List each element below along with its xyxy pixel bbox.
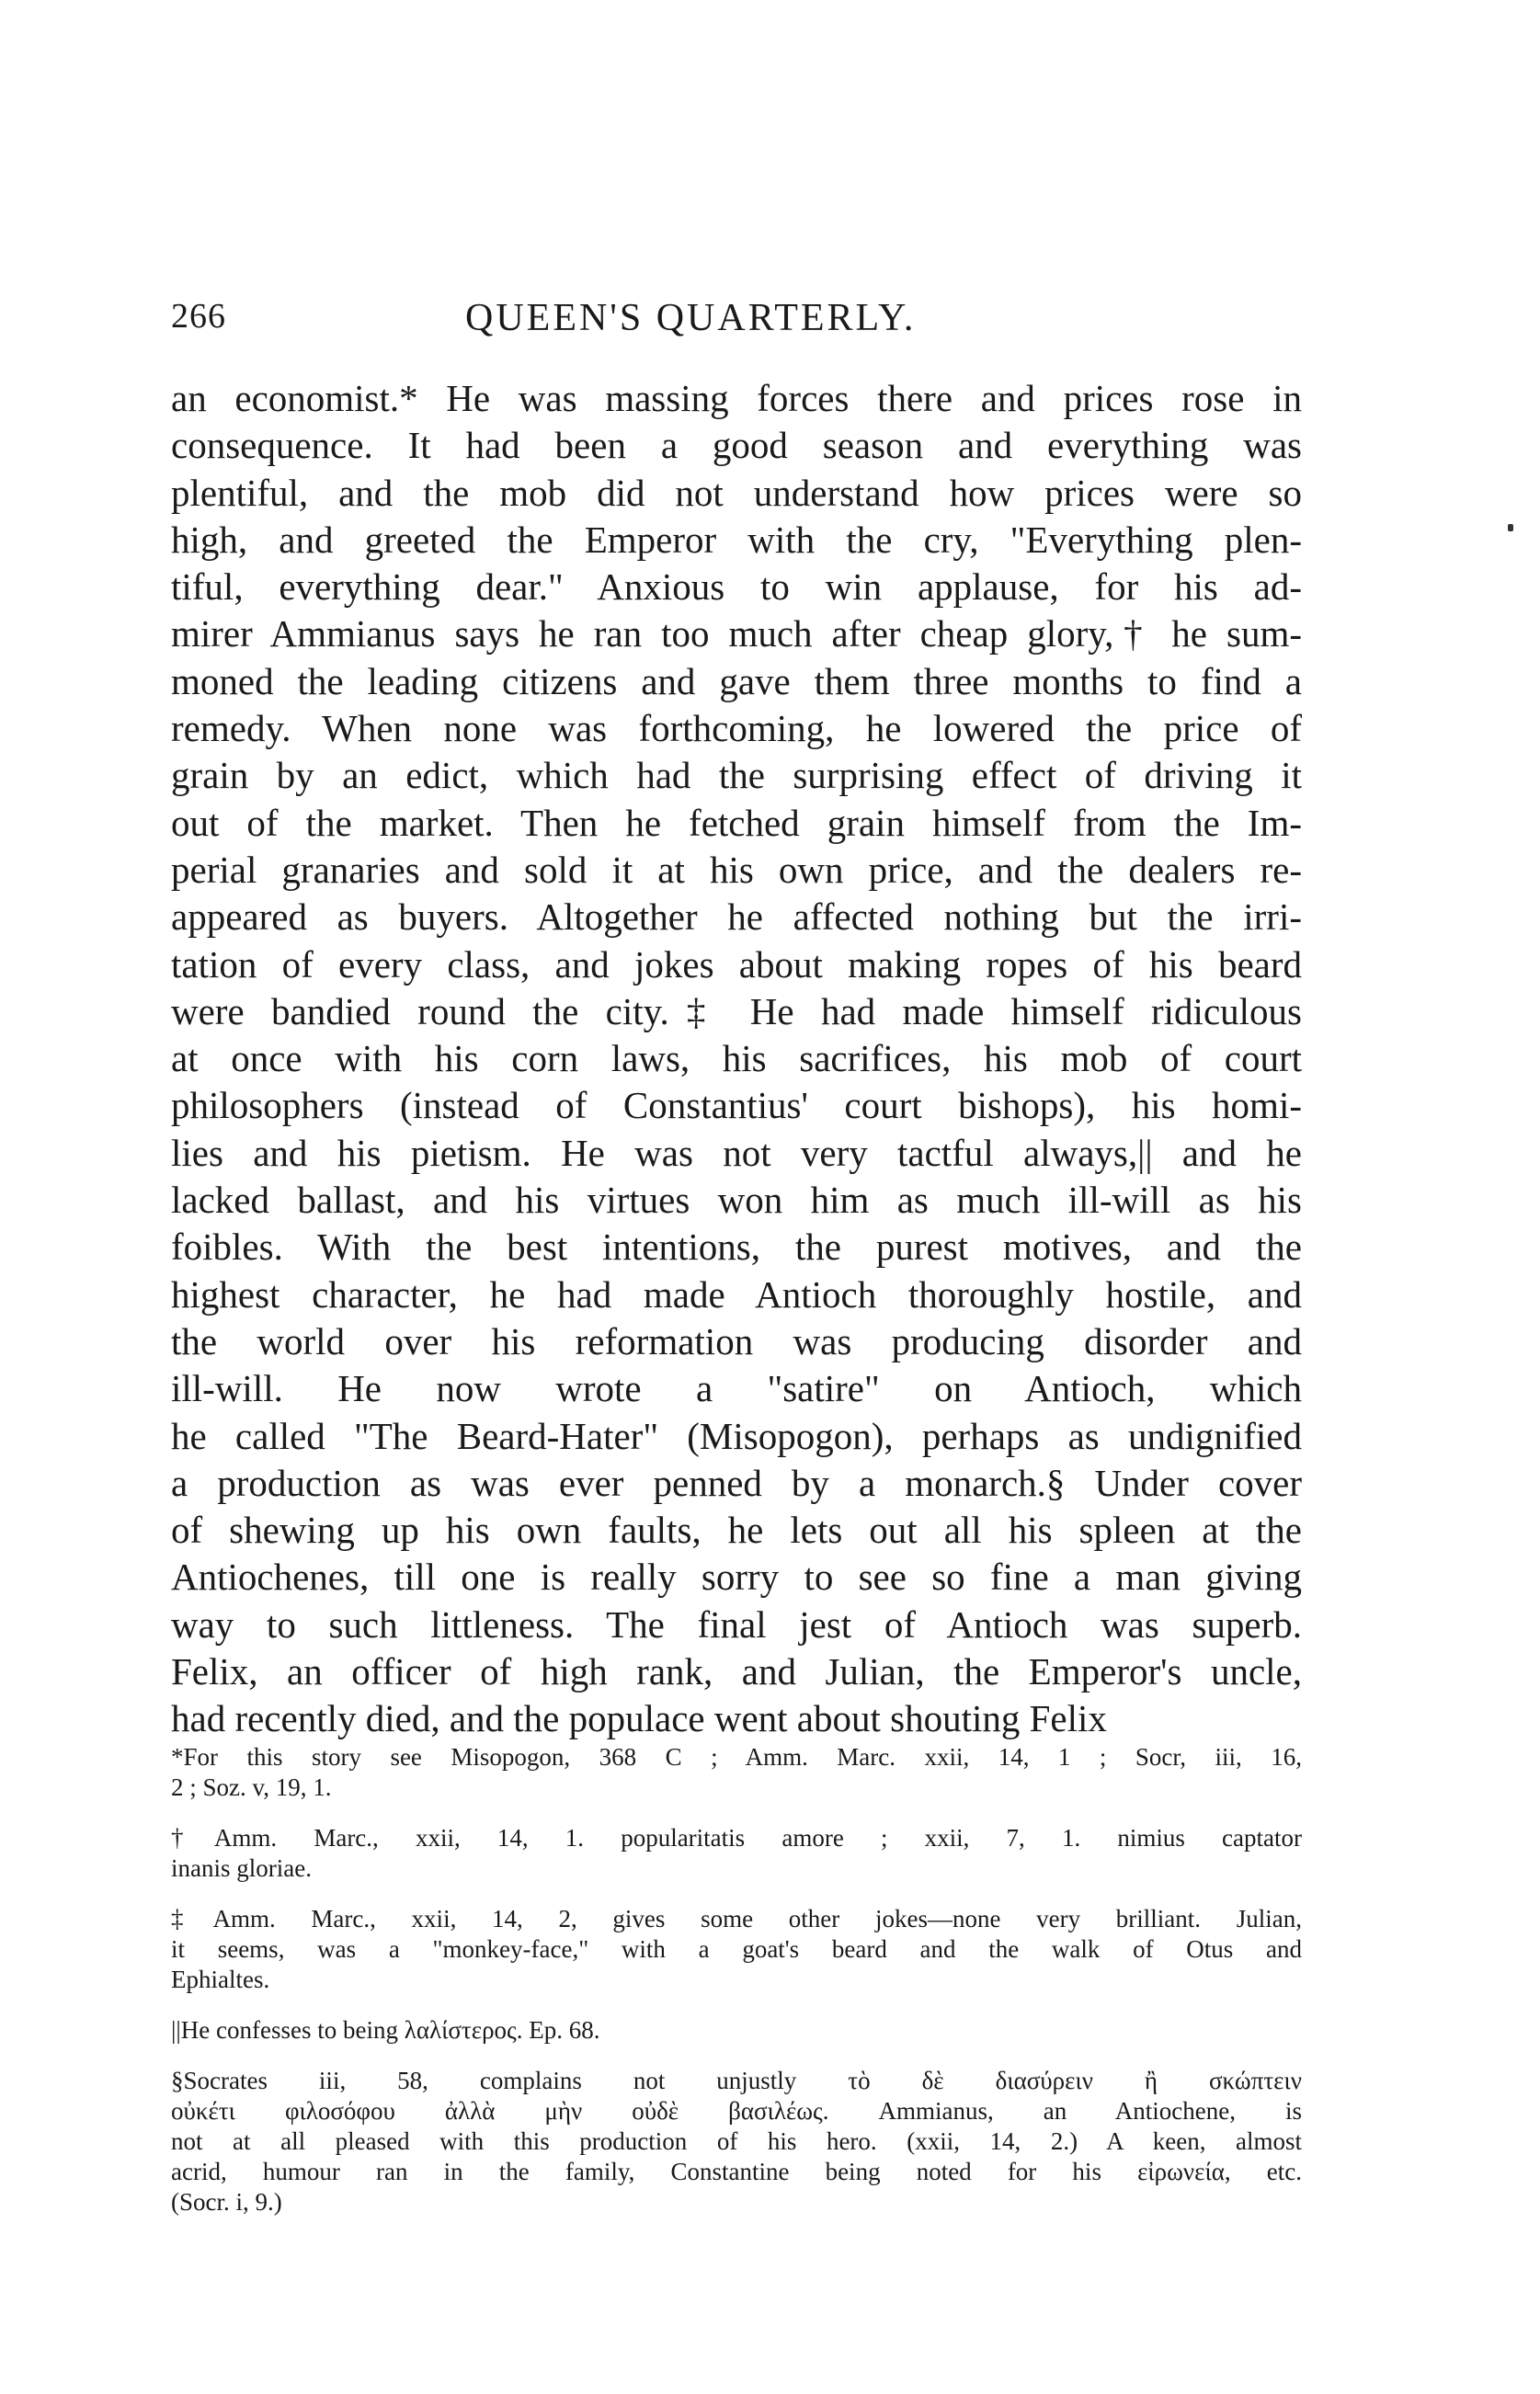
body-line: had recently died, and the populace went about shouting Felix bbox=[171, 1697, 1107, 1740]
footnote-gap bbox=[171, 1884, 1302, 1904]
body-line: remedy. When none was forthcoming, he lowered the price of bbox=[171, 707, 1302, 750]
footnote bbox=[171, 2015, 1302, 2046]
footnote-line: not at all pleased with this production of his hero. (xxii, 14, 2.) A keen, almost bbox=[171, 2127, 1302, 2155]
body-line: plentiful, and the mob did not understand how prices were so bbox=[171, 471, 1302, 514]
body-line: tiful, everything dear." Anxious to win applause, for his ad- bbox=[171, 565, 1302, 609]
body-line: an economist.* He was massing forces there and prices rose in bbox=[171, 377, 1302, 419]
body-line: he called "The Beard-Hater" (Misopogon), perhaps as undignified bbox=[171, 1414, 1302, 1457]
body-line: mirer Ammianus says he ran too much after cheap glory,† he sum- bbox=[171, 612, 1302, 656]
footnote-line: †Amm. Marc., xxii, 14, 1. popularitatis amore ; xxii, 7, 1. nimius captator bbox=[171, 1824, 1302, 1852]
footnote-gap bbox=[171, 1995, 1302, 2015]
body-line: foibles. With the best intentions, the purest motives, and the bbox=[171, 1226, 1302, 1269]
body-text bbox=[171, 375, 1302, 1743]
body-line: ill-will. He now wrote a "satire" on Antioch, which bbox=[171, 1367, 1302, 1410]
body-line: were bandied round the city.‡ He had made himself ridiculous bbox=[171, 989, 1302, 1032]
footnote bbox=[171, 1742, 1302, 1803]
footnote-gap bbox=[171, 1803, 1302, 1823]
footnote bbox=[171, 1823, 1302, 1884]
footnote-line: Ephialtes. bbox=[171, 1966, 270, 1993]
running-head: QUEEN'S QUARTERLY. bbox=[465, 297, 917, 339]
body-line: Felix, an officer of high rank, and Julian, the Emperor's uncle, bbox=[171, 1650, 1302, 1693]
footnote-gap bbox=[171, 2046, 1302, 2066]
body-line: philosophers (instead of Constantius' court bishops), his homi- bbox=[171, 1084, 1302, 1127]
body-line: out of the market. Then he fetched grain himself from the Im- bbox=[171, 801, 1302, 844]
page-header bbox=[171, 296, 1302, 340]
page-number: 266 bbox=[171, 297, 226, 336]
body-line: a production as was ever penned by a monarch.§ Under cover bbox=[171, 1461, 1302, 1504]
body-line: consequence. It had been a good season and everything was bbox=[171, 424, 1302, 467]
body-line: of shewing up his own faults, he lets out all his spleen at the bbox=[171, 1509, 1302, 1552]
body-line: appeared as buyers. Altogether he affected nothing but the irri- bbox=[171, 895, 1302, 939]
footnote-line: acrid, humour ran in the family, Constantine being noted for his εἰρωνεία, etc. bbox=[171, 2158, 1302, 2185]
footnotes bbox=[171, 1742, 1302, 2217]
footnote-line: inanis gloriae. bbox=[171, 1854, 312, 1882]
body-line: way to such littleness. The final jest of Antioch was superb. bbox=[171, 1602, 1302, 1646]
footnote-line: it seems, was a "monkey-face," with a goat's beard and the walk of Otus and bbox=[171, 1935, 1302, 1963]
body-line: lacked ballast, and his virtues won him as much ill-will as his bbox=[171, 1179, 1302, 1222]
body-line: high, and greeted the Emperor with the cry, "Everything plen- bbox=[171, 518, 1302, 561]
stray-ink-mark bbox=[1508, 524, 1513, 531]
footnote-line: *For this story see Misopogon, 368 C ; Amm. Marc. xxii, 14, 1 ; Socr, iii, 16, bbox=[171, 1743, 1302, 1771]
footnote-line: §Socrates iii, 58, complains not unjustly τὸ δὲ διασύρειν ἢ σκώπτειν bbox=[171, 2067, 1302, 2094]
footnote bbox=[171, 1904, 1302, 1995]
footnote bbox=[171, 2066, 1302, 2217]
footnote-line: οὐκέτι φιλοσόφου ἀλλὰ μὴν οὐδὲ βασιλέως. Ammianus, an Antiochene, is bbox=[171, 2097, 1302, 2125]
footnote-line: ||He confesses to being λαλίστερος. Ep. 68. bbox=[171, 2016, 600, 2044]
footnote-line: ‡Amm. Marc., xxii, 14, 2, gives some other jokes—none very brilliant. Julian, bbox=[171, 1905, 1302, 1932]
body-line: grain by an edict, which had the surprising effect of driving it bbox=[171, 754, 1302, 797]
footnote-line: (Socr. i, 9.) bbox=[171, 2188, 282, 2216]
body-line: perial granaries and sold it at his own price, and the dealers re- bbox=[171, 848, 1302, 891]
footnote-line: 2 ; Soz. v, 19, 1. bbox=[171, 1773, 332, 1801]
body-line: highest character, he had made Antioch thoroughly hostile, and bbox=[171, 1272, 1302, 1316]
body-line: tation of every class, and jokes about making ropes of his beard bbox=[171, 942, 1302, 986]
body-line: Antiochenes, till one is really sorry to see so fine a man giving bbox=[171, 1556, 1302, 1599]
body-line: the world over his reformation was producing disorder and bbox=[171, 1319, 1302, 1362]
body-line: lies and his pietism. He was not very tactful always,|| and he bbox=[171, 1131, 1302, 1174]
body-line: at once with his corn laws, his sacrifices, his mob of court bbox=[171, 1037, 1302, 1080]
body-line: moned the leading citizens and gave them three months to find a bbox=[171, 659, 1302, 702]
